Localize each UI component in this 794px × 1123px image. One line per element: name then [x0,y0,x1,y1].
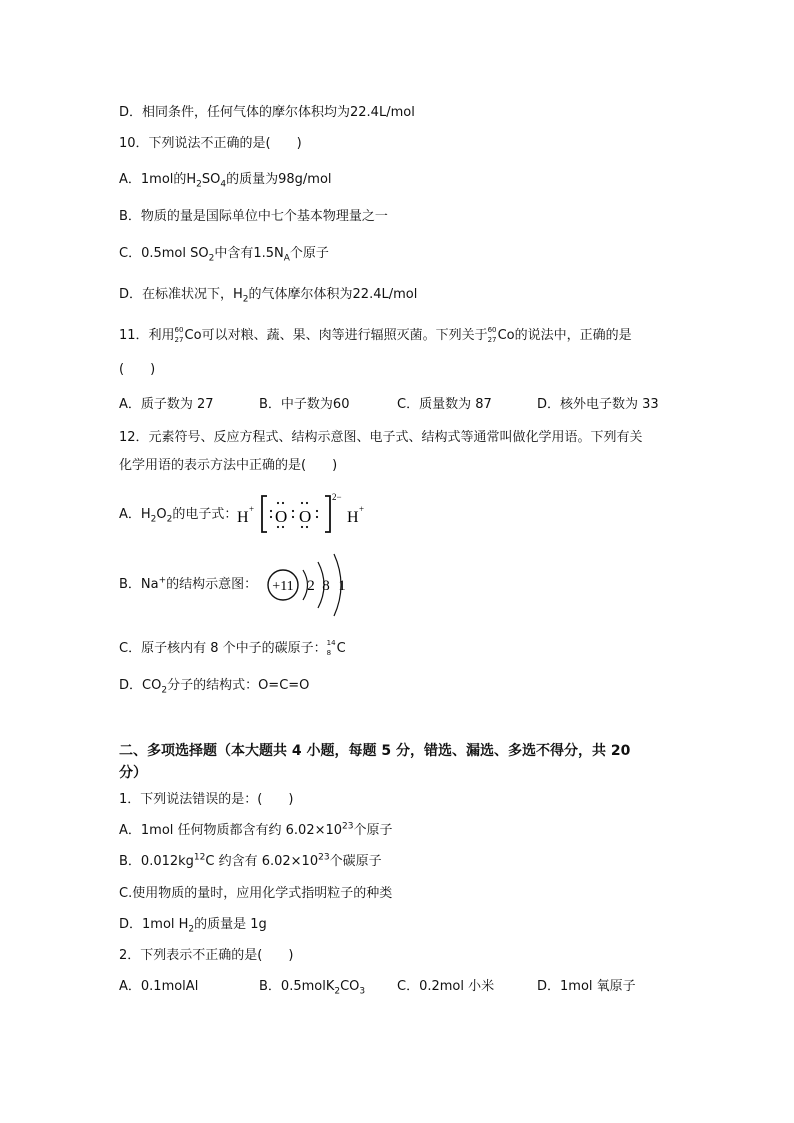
s2q2-option-d: D．1mol 氧原子 [537,979,636,994]
q11-options [119,396,659,414]
plus-left: + [249,504,255,514]
section2-title-line2: 分） [119,765,147,781]
q10-stem: 10．下列说法不正确的是( ) [119,136,302,151]
s2q2-option-c: C．0.2mol 小米 [397,979,495,994]
q12-option-a: A．$H_2O_2$的电子式： [119,507,238,525]
oxygen-2: O [299,507,312,526]
isotope-c14: 14 8 [326,639,336,657]
q12-stem-line1: 12．元素符号、反应方程式、结构示意图、电子式、结构式等通常叫做化学用语。下列有关 [119,430,643,445]
na-ion-structure-diagram [262,552,362,618]
s2q1-option-b: B．$0.012kg^{12}C$ 约含有 $6.02\times 10^{23}$个碳原子 [119,852,382,869]
s2q1-option-c: C.使用物质的量时，应用化学式指明粒子的种类 [119,886,393,901]
charge-label: 2− [332,492,342,502]
q10-option-b: B．物质的量是国际单位中七个基本物理量之一 [119,209,388,224]
q9-option-d: D．相同条件，任何气体的摩尔体积均为22.4L/mol [119,105,415,120]
bracket-left [262,496,267,532]
s2q2-option-b: B．$0.5molK_2CO_3$ [259,979,366,997]
h-right: H [347,509,359,526]
shell-count-3: 1 [338,578,346,594]
h2o2-electron-formula [235,490,375,540]
shell-count-2: 8 [322,578,330,594]
q11-option-c: C．质量数为 87 [397,397,492,412]
q11-stem: 11．利用 60 27 Co可以对粮、蔬、果、肉等进行辐照灭菌。下列关于 60 27 Co的说法中，正确的是 [119,326,632,344]
q12-option-c: C．原子核内有 8 个中子的碳原子： 14 8 C [119,639,346,657]
bracket-right [325,496,330,532]
isotope-co60-ref: 60 27 [487,326,497,344]
s2q2-stem: 2．下列表示不正确的是( ) [119,948,294,963]
oxygen-1: O [275,507,288,526]
q10-option-a: A．1mol的$H_2SO_4$的质量为98g/mol [119,172,332,190]
shell-count-1: 2 [307,578,315,594]
section2-title-line1: 二、多项选择题（本大题共 4 小题，每题 5 分，错选、漏选、多选不得分，共 20 [119,743,631,759]
q10-option-c: C．0.5mol $SO_2$中含有$1.5N_A$个原子 [119,246,329,264]
nucleus-charge: +11 [272,579,294,594]
q11-option-b: B．中子数为60 [259,397,350,412]
q10-option-d: D．在标准状况下，$H_2$的气体摩尔体积为22.4L/mol [119,287,418,305]
s2q2-option-a: A．0.1molAl [119,979,199,994]
h-left: H [237,509,249,526]
plus-right: + [359,504,365,514]
q11-paren: ( ) [119,362,156,377]
isotope-co60: 60 27 [174,326,184,344]
s2q1-option-a: A．1mol 任何物质都含有约 $6.02\times 10^{23}$个原子 [119,821,393,838]
s2q2-options [119,978,636,996]
s2q1-stem: 1．下列说法错误的是：( ) [119,792,294,807]
q11-option-d: D．核外电子数为 33 [537,397,659,412]
s2q1-option-d: D．1mol $H_2$的质量是 1g [119,917,267,935]
q12-stem-line2: 化学用语的表示方法中正确的是( ) [119,458,338,473]
q12-option-d: D．$CO_2$分子的结构式：O=C=O [119,678,310,696]
q11-option-a: A．质子数为 27 [119,397,214,412]
q12-option-b: B．Na+的结构示意图： [119,575,258,592]
